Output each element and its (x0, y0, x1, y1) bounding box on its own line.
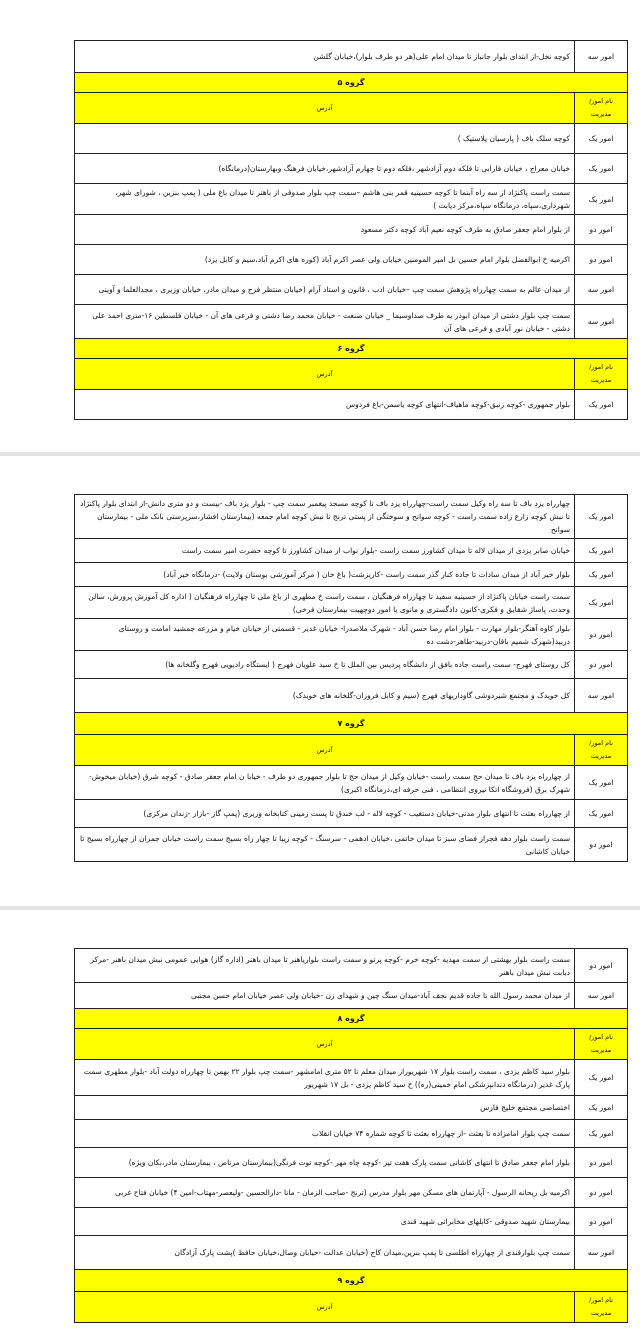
address-cell: بلوار خیر آباد از میدان سادات تا جاده کنار گذر سمت راست -کاریزشت( باغ خان ( مرکز آموزشی بوستان ولایت) -درمانگاه خیر آباد) (75, 563, 575, 587)
table-row (75, 1120, 628, 1148)
group-header-row (75, 1270, 628, 1292)
table-row (75, 1096, 628, 1120)
column-header-row (75, 1029, 628, 1060)
table-row (75, 1148, 628, 1178)
table-row (75, 184, 628, 215)
address-cell: سمت راست بلوار دهه فجراز فضای سبز تا میدان خاتمی ،خیابان ادهمی - سرسنگ - کوچه زیبا تا چهار راه بسیج سمت راست خیابان جمران از چهارراه بسیج تا خیابان کاشانی (75, 828, 575, 862)
table-row (75, 245, 628, 275)
department-cell: امور یک (575, 154, 628, 184)
group-title: گروه ۹ (75, 1270, 628, 1292)
department-cell: امور دو (575, 619, 628, 651)
table-row (75, 124, 628, 154)
department-cell: امور دو (575, 215, 628, 245)
table-row (75, 1178, 628, 1208)
column-header-address: آدرس (75, 1029, 575, 1060)
outage-table-page-1 (74, 40, 628, 420)
table-row (75, 679, 628, 713)
department-cell: امور دو (575, 651, 628, 679)
address-cell: اکرمیه خ ابوالفضل بلوار امام حسین بل امیر المومنین خیابان ولی عصر اکرم آباد (کوره های اکرم آباد،سیم و کابل یزد) (75, 245, 575, 275)
address-cell: کوچه نخل-از ابتدای بلوار جانباز تا میدان امام علی(هر دو طرف بلوار)،خیابان گلشن (75, 41, 575, 73)
department-cell: امور یک (575, 1120, 628, 1148)
department-cell: امور یک (575, 1060, 628, 1096)
group-header-row (75, 73, 628, 93)
table-row (75, 539, 628, 563)
column-header-row (75, 735, 628, 766)
table-row (75, 215, 628, 245)
department-cell: امور سه (575, 41, 628, 73)
table-row (75, 828, 628, 862)
group-header-row (75, 713, 628, 735)
table-row (75, 495, 628, 539)
department-cell: امور یک (575, 1096, 628, 1120)
column-header-department: نام امور/مدیریت (575, 1292, 628, 1323)
department-cell: امور دو (575, 1208, 628, 1236)
department-cell: امور دو (575, 828, 628, 862)
address-cell: از میدان محمد رسول الله تا جاده قدیم نجف آباد-میدان سنگ چین و شهدای زن -خیابان ولی عصر خیابان امام حسن مجتبی (75, 983, 575, 1009)
column-header-address: آدرس (75, 735, 575, 766)
group-title: گروه ۷ (75, 713, 628, 735)
address-cell: بلوار سید کاظم یزدی ، سمت راست بلوار ۱۷ شهریوراز میدان معلم تا ۵۲ متری امامشهر -سمت چپ بلوار ۲۲ بهمن تا چهارراه دولت آباد -بلوار مطهری سمت پارک غدیر (درمانگاه دندانپزشکی امام خمینی(ره)) خ سید کاظم یزدی - بل ۱۷ شهریور (75, 1060, 575, 1096)
table-row (75, 275, 628, 305)
address-cell: سمت چپ بلوار دشتی از میدان ابوذر به طرف صداوسیما _ خیابان صنعت - خیابان محمد رضا دشتی و فرعی های آن - خیابان فلسطین ۱۶-متری احمد علی دشتی - خیابان نور آبادی و فرعی های آن (75, 305, 575, 339)
department-cell: امور دو (575, 1148, 628, 1178)
table-row (75, 1208, 628, 1236)
column-header-department: نام امور/مدیریت (575, 359, 628, 390)
table-row (75, 563, 628, 587)
address-cell: سمت چپ بلوار امامزاده تا بعثت -از چهارراه بعثت تا کوچه شماره ۷۴ خیابان انقلاب (75, 1120, 575, 1148)
address-cell: کل خویدک و مجتمع شیردوشی گاوداریهای فهرج (سیم و کابل فروزان-گلخانه های خویدک) (75, 679, 575, 713)
address-cell: از میدان عالم به سمت چهارراه پژوهش سمت چپ –خیابان ادب ، قانون و استاد آرام (خیابان منتظر فرج و میدان مادر، خیابان وزیری ، مجدالعلما و آوینی (75, 275, 575, 305)
table-row (75, 305, 628, 339)
table-row (75, 800, 628, 828)
table-row (75, 651, 628, 679)
outage-table-page-3 (74, 948, 628, 1323)
table-row (75, 587, 628, 619)
department-cell: امور سه (575, 275, 628, 305)
address-cell: از چهارراه بعثت تا انتهای بلوار مدنی-خیابان دستغیب - کوچه لاله - لب خندق تا پست زمینی کتابخانه وزیری (پمپ گاز -بازار -زندان مرکزی) (75, 800, 575, 828)
table-row (75, 1060, 628, 1096)
department-cell: امور دو (575, 1178, 628, 1208)
address-cell: خیابان صابر یزدی از میدان لاله تا میدان کشاورز سمت راست -بلوار نواب از میدان کشاورز تا کوچه حضرت امیر سمت راست (75, 539, 575, 563)
department-cell: امور دو (575, 245, 628, 275)
group-header-row (75, 339, 628, 359)
table-row (75, 619, 628, 651)
address-cell: از بلوار امام جعفر صادق به طرف کوچه نعیم آباد کوچه دکتر مسعود (75, 215, 575, 245)
address-cell: خیابان معراج ، خیابان فارابی تا فلکه دوم آزادشهر ،فلکه دوم تا چهارم آزادشهر،خیابان فرهنگ وبهارستان(درمانگاه) (75, 154, 575, 184)
department-cell: امور یک (575, 390, 628, 420)
group-header-row (75, 1009, 628, 1029)
address-cell: از چهارراه یزد باف تا میدان حج سمت راست -خیابان وکیل از میدان حج تا بلوار جمهوری دو طرف - خیابا ن امام جعفر صادق - کوچه شرق (خیابان میخوش-شهرک برق (فروشگاه اتکا نیروی انتظامی ، فنی حرفه ای،درمانگاه اکبری) (75, 766, 575, 800)
department-cell: امور یک (575, 766, 628, 800)
address-cell: سمت راست خیابان پاکنژاد از حسینیه سفید تا چهارراه فرهنگیان ، سمت راست خ مطهری از باغ ملی تا چهارراه فرهنگیان ( اداره کل آموزش پرورش، سالن وحدت، پاساژ شقایق و فکری-کانون دادگستری و مانوی یا امور دوچهیت بیمارستان فرخی) (75, 587, 575, 619)
address-cell: بلوار امام جعفر صادق تا انتهای کاشانی سمت پارک هفت تیر -کوچه چاه مهر -کوچه توت فرنگی(بیمارستان مرتاض ، بیمارستان مادر،بکان ویژه) (75, 1148, 575, 1178)
column-header-department: نام امور/مدیریت (575, 93, 628, 124)
department-cell: امور یک (575, 563, 628, 587)
address-cell: کوچه سلک باف ( پارسیان پلاستیک ) (75, 124, 575, 154)
address-cell: بلوار جمهوری -کوچه زنبق-کوچه ماهیاف-انتهای کوچه یاسمن-باغ فردوس (75, 390, 575, 420)
address-cell: کل روستای فهرج- سمت راست جاده بافق از دانشگاه پردیس بین الملل تا خ سید علویان فهرج ( ایستگاه رادیویی فهرج وگلخانه ها) (75, 651, 575, 679)
table-row (75, 983, 628, 1009)
group-title: گروه ۵ (75, 73, 628, 93)
column-header-row (75, 93, 628, 124)
group-title: گروه ۶ (75, 339, 628, 359)
department-cell: امور سه (575, 983, 628, 1009)
department-cell: امور یک (575, 587, 628, 619)
column-header-address: آدرس (75, 359, 575, 390)
table-row (75, 390, 628, 420)
address-cell: اختصاصی مجتمع خلیج فارس (75, 1096, 575, 1120)
column-header-row (75, 1292, 628, 1323)
address-cell: سمت راست بلوار بهشتی از سمت مهدیه -کوچه خرم -کوچه پرتو و سمت راست بلواریاهنر تا میدان باهنر (اداره گاز) هوایی عمومی نبش میدان باهنر -مرکز دیابت نبش میدان باهنر (75, 949, 575, 983)
department-cell: امور سه (575, 1236, 628, 1270)
column-header-department: نام امور/مدیریت (575, 735, 628, 766)
address-cell: بیمارستان شهید صدوقی -کابلهای مخابراتی شهید قندی (75, 1208, 575, 1236)
address-cell: چهارراه یزد باف تا سه راه وکیل سمت راست-چهارراه یزد باف تا کوچه مسجد پیغمبر سمت چپ - بلوار یزد باف -بیست و دو متری دانش-از ابتدای بلوار پاکنژاد تا نبش کوچه زارع زاده سمت راست - کوچه سوانح و سوختگی از پستی ترنج تا نبش کوچه امام جمعه (بیمارستان افشار،سرپرستی بانک ملی - بیمارستان سوانح (75, 495, 575, 539)
table-row (75, 154, 628, 184)
table-row (75, 949, 628, 983)
department-cell: امور یک (575, 124, 628, 154)
group-title: گروه ۸ (75, 1009, 628, 1029)
department-cell: امور یک (575, 184, 628, 215)
table-row (75, 41, 628, 73)
address-cell: اکرمیه بل ریحانه الرسول - آپارتمان های مسکن مهر بلوار مدرس (ترنج -صاحب الزمان - مانا -دارالحسین -ولیعصر-مهتاب-امین ۴) خیابان فتاح غربی (75, 1178, 575, 1208)
column-header-address: آدرس (75, 1292, 575, 1323)
outage-table-page-2 (74, 494, 628, 862)
department-cell: امور یک (575, 495, 628, 539)
column-header-department: نام امور/مدیریت (575, 1029, 628, 1060)
address-cell: سمت چپ بلوارقندی از چهارراه اطلسی تا پمپ بنزین،میدان کاج (خیابان عدالت -خیابان وصال،خیابان حافظ )پشت پارک آزادگان (75, 1236, 575, 1270)
table-row (75, 766, 628, 800)
department-cell: امور یک (575, 539, 628, 563)
table-row (75, 1236, 628, 1270)
column-header-row (75, 359, 628, 390)
department-cell: امور سه (575, 679, 628, 713)
department-cell: امور سه (575, 305, 628, 339)
department-cell: امور یک (575, 800, 628, 828)
address-cell: سمت راست پاکنژاد از سه راه آبنما تا کوچه حسینیه قمر بنی هاشم –سمت چپ بلوار صدوقی از باهنر تا میدان باغ ملی ( پمپ بنزین ، شورای شهر، شهرداری،سپاه، درمانگاه سپاه،مرکز دیابت ) (75, 184, 575, 215)
address-cell: بلوار کاوه آهنگر-بلوار مهارت - بلوار امام رضا حسن آباد - شهرک ملاصدرا- خیابان غدیر - قسمتی از خیابان خیام و مزرعه جمشید امامت و روستای دربید(شهرک شمیم باقان-دربید-طاهر-دشت ده (75, 619, 575, 651)
column-header-address: آدرس (75, 93, 575, 124)
department-cell: امور دو (575, 949, 628, 983)
